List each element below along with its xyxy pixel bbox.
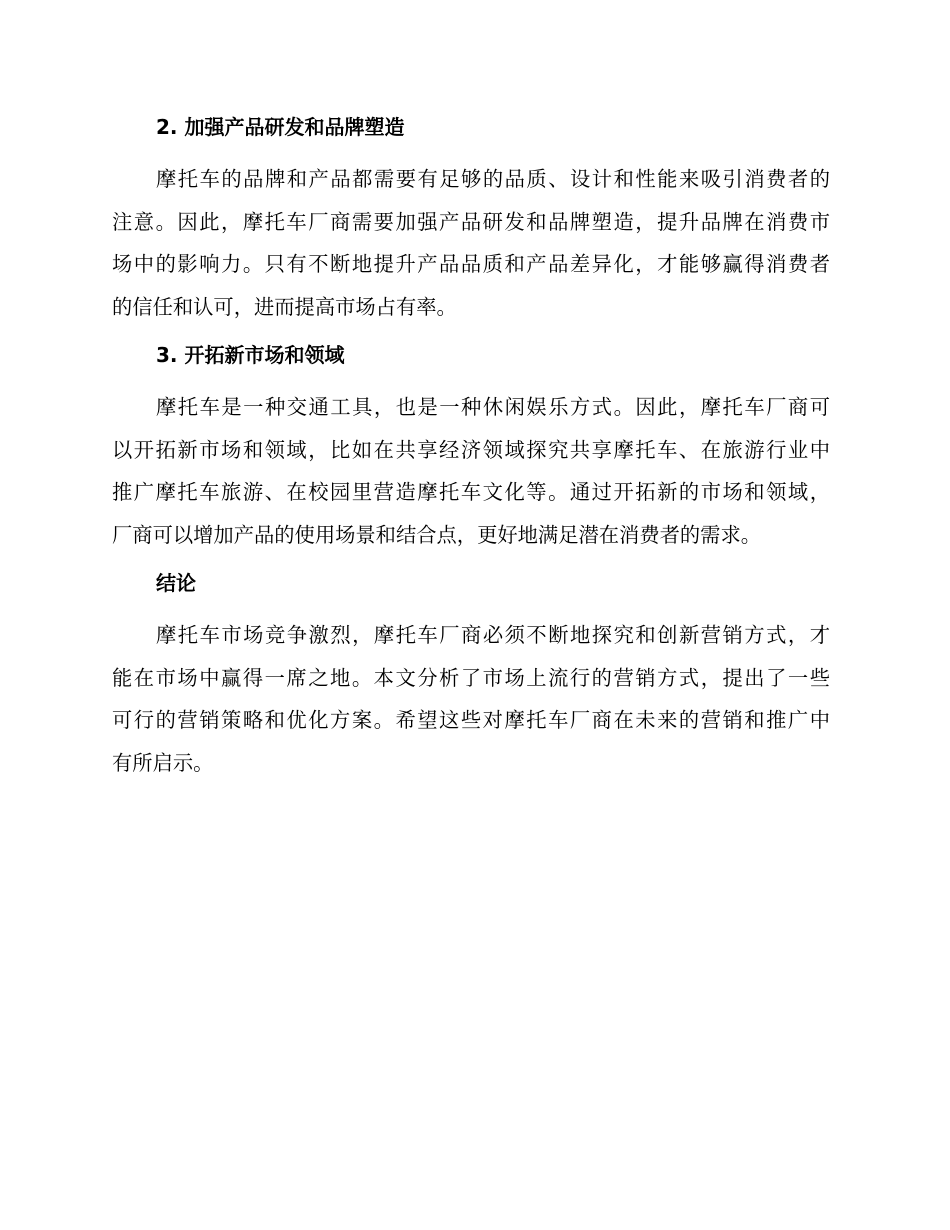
section-paragraph [112,614,830,784]
paragraph-line: 有所启示。 [112,750,214,775]
paragraph-line: 推广摩托车旅游、在校园里营造摩托车文化等。通过开拓新的市场和领域， [112,480,830,504]
paragraph-line: 摩托车是一种交通工具，也是一种休闲娱乐方式。因此，摩托车厂商可 [156,395,830,419]
paragraph-line: 以开拓新市场和领域，比如在共享经济领域探究共享摩托车、在旅游行业中 [112,437,830,462]
section-paragraph [112,158,830,328]
paragraph-line: 场中的影响力。只有不断地提升产品品质和产品差异化，才能够赢得消费者 [112,252,830,276]
section-heading: 结论 [156,571,196,595]
paragraph-line: 可行的营销策略和优化方案。希望这些对摩托车厂商在未来的营销和推广中 [112,708,830,732]
section-product-brand [112,108,830,328]
paragraph-line: 摩托车的品牌和产品都需要有足够的品质、设计和性能来吸引消费者的 [156,167,830,191]
paragraph-line: 注意。因此，摩托车厂商需要加强产品研发和品牌塑造，提升品牌在消费市 [112,209,830,234]
paragraph-line: 的信任和认可，进而提高市场占有率。 [112,294,457,319]
paragraph-line: 能在市场中赢得一席之地。本文分析了市场上流行的营销方式，提出了一些 [112,665,830,690]
section-new-markets [112,336,830,556]
paragraph-line: 摩托车市场竞争激烈，摩托车厂商必须不断地探究和创新营销方式，才 [156,623,830,647]
document-page [112,108,830,792]
paragraph-line: 厂商可以增加产品的使用场景和结合点，更好地满足潜在消费者的需求。 [112,522,762,547]
section-conclusion [112,564,830,784]
section-heading: 2. 加强产品研发和品牌塑造 [156,115,405,139]
section-paragraph [112,386,830,556]
section-heading: 3. 开拓新市场和领域 [156,343,345,367]
